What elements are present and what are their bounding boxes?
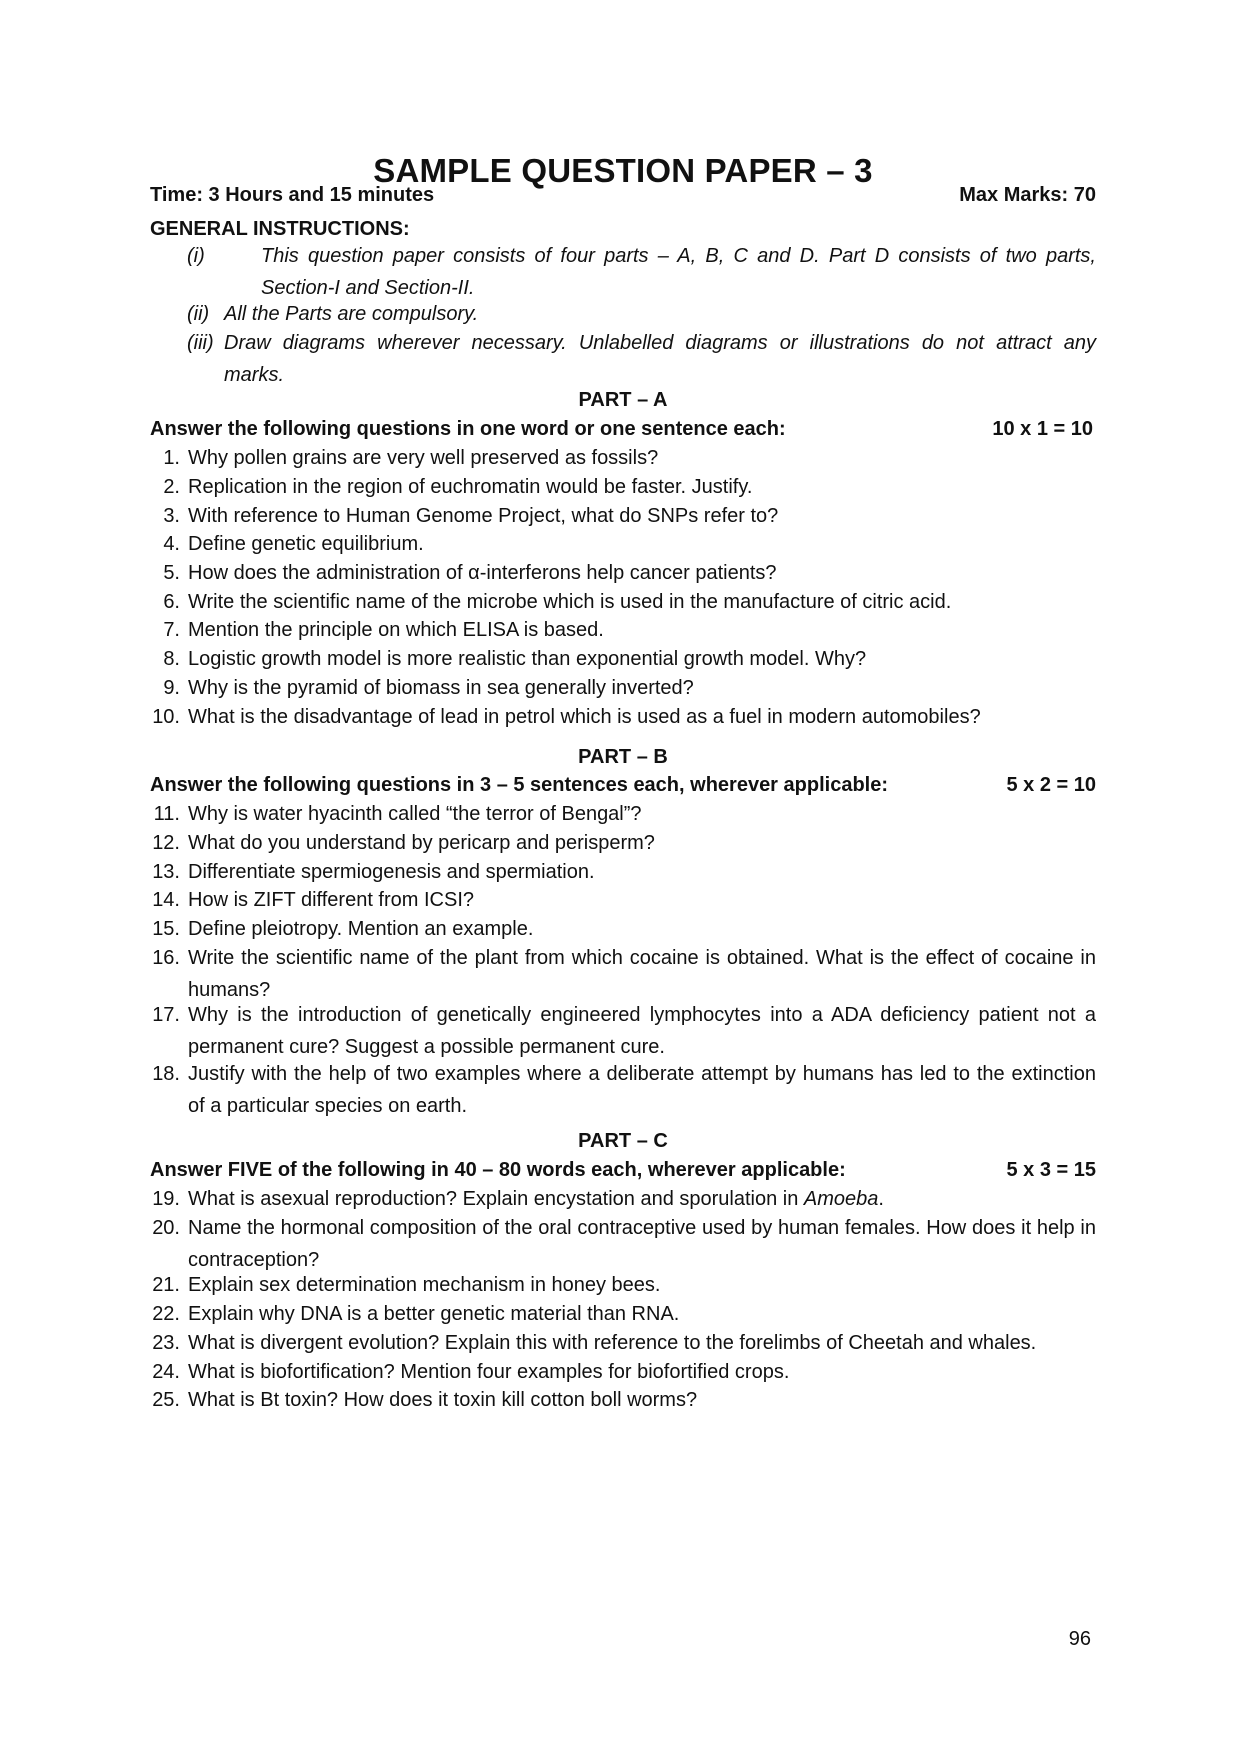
question-number: 17.	[152, 1004, 180, 1026]
question-text: Why is the introduction of genetically engineered lymphocytes into a ADA deficiency patient not a permanent cure? Suggest a possible permanent cure.	[188, 1004, 1096, 1058]
instruction-number: (i)	[187, 245, 205, 267]
question-text: Why pollen grains are very well preserved as fossils?	[188, 447, 659, 469]
part-c-heading: PART – C	[578, 1130, 668, 1152]
question-number: 2.	[163, 476, 180, 498]
part-b-marks: 5 x 2 = 10	[1006, 774, 1096, 796]
question-text: What is Bt toxin? How does it toxin kill cotton boll worms?	[188, 1389, 698, 1411]
question-text: What is divergent evolution? Explain this with reference to the forelimbs of Cheetah and whales.	[188, 1332, 1037, 1354]
question-text: What do you understand by pericarp and perisperm?	[188, 832, 655, 854]
question-text: Mention the principle on which ELISA is based.	[188, 619, 604, 641]
question-text-main: What is asexual reproduction? Explain encystation and sporulation in	[188, 1188, 804, 1210]
part-b-instruction: Answer the following questions in 3 – 5 sentences each, wherever applicable:	[150, 774, 888, 796]
instruction-line: Section-I and Section-II.	[261, 277, 475, 299]
instruction-text	[224, 327, 1096, 391]
question-text: Differentiate spermiogenesis and spermiation.	[188, 861, 595, 883]
part-a-marks: 10 x 1 = 10	[992, 418, 1093, 440]
question-number: 4.	[163, 533, 180, 555]
question-number: 23.	[152, 1332, 180, 1354]
instruction-line: Draw diagrams wherever necessary. Unlabelled diagrams or illustrations do not attract any	[224, 332, 1096, 354]
part-c-instruction-row	[150, 1154, 1096, 1186]
question-number: 8.	[163, 648, 180, 670]
question-text: How is ZIFT different from ICSI?	[188, 889, 475, 911]
question-text: With reference to Human Genome Project, what do SNPs refer to?	[188, 505, 779, 527]
instructions-heading: GENERAL INSTRUCTIONS:	[150, 218, 410, 240]
question-text: What is biofortification? Mention four examples for biofortified crops.	[188, 1361, 790, 1383]
question-number: 24.	[152, 1361, 180, 1383]
instruction-item	[187, 327, 1096, 391]
part-a-instruction: Answer the following questions in one word or one sentence each:	[150, 418, 786, 440]
question-number: 16.	[152, 947, 180, 969]
part-c-instruction: Answer FIVE of the following in 40 – 80 words each, wherever applicable:	[150, 1159, 846, 1181]
instruction-text	[261, 240, 1096, 304]
question-number: 1.	[163, 447, 180, 469]
question-text: Logistic growth model is more realistic than exponential growth model. Why?	[188, 648, 867, 670]
question-number: 12.	[152, 832, 180, 854]
question-number: 5.	[163, 562, 180, 584]
part-a-instruction-row	[150, 413, 1096, 445]
question-number: 19.	[152, 1188, 180, 1210]
question-number: 10.	[152, 706, 180, 728]
question-text: Define pleiotropy. Mention an example.	[188, 918, 534, 940]
question-number: 18.	[152, 1063, 180, 1085]
question-number: 22.	[152, 1303, 180, 1325]
instruction-number: (ii)	[187, 303, 210, 325]
question-text: Replication in the region of euchromatin would be faster. Justify.	[188, 476, 753, 498]
question-text	[188, 1183, 1096, 1215]
instruction-item	[187, 298, 1096, 330]
time-label: Time: 3 Hours and 15 minutes	[150, 184, 435, 206]
question-text: Write the scientific name of the microbe which is used in the manufacture of citric acid.	[188, 591, 952, 613]
question-number: 21.	[152, 1274, 180, 1296]
instruction-line: marks.	[224, 364, 284, 386]
question-number: 25.	[152, 1389, 180, 1411]
part-b-heading: PART – B	[578, 746, 668, 768]
page-number: 96	[1068, 1628, 1091, 1650]
question-text: Why is the pyramid of biomass in sea generally inverted?	[188, 677, 694, 699]
question-text: Define genetic equilibrium.	[188, 533, 424, 555]
question-number: 20.	[152, 1217, 180, 1239]
part-a-heading: PART – A	[578, 389, 668, 411]
question-number: 9.	[163, 677, 180, 699]
part-b-instruction-row	[150, 769, 1096, 801]
max-marks-label: Max Marks: 70	[959, 184, 1096, 206]
part-c-marks: 5 x 3 = 15	[1006, 1159, 1096, 1181]
time-marks-row	[150, 179, 1096, 211]
instruction-text: All the Parts are compulsory.	[224, 303, 479, 325]
page-title: SAMPLE QUESTION PAPER – 3	[373, 152, 873, 189]
question-number: 13.	[152, 861, 180, 883]
question-number: 15.	[152, 918, 180, 940]
question-text: Explain why DNA is a better genetic material than RNA.	[188, 1303, 680, 1325]
question-text: Explain sex determination mechanism in honey bees.	[188, 1274, 661, 1296]
question-number: 3.	[163, 505, 180, 527]
question-text: What is the disadvantage of lead in petrol which is used as a fuel in modern automobiles?	[188, 706, 981, 728]
instruction-number: (iii)	[187, 332, 214, 354]
question-text: Justify with the help of two examples where a deliberate attempt by humans has led to the extinction of a particular species on earth.	[188, 1063, 1096, 1117]
question-text: How does the administration of α-interferons help cancer patients?	[188, 562, 777, 584]
question-number: 6.	[163, 591, 180, 613]
question-number: 14.	[152, 889, 180, 911]
question-text: Write the scientific name of the plant from which cocaine is obtained. What is the effect of cocaine in humans?	[188, 947, 1096, 1001]
question-text-end: .	[878, 1188, 884, 1210]
question-number: 7.	[163, 619, 180, 641]
instruction-line: This question paper consists of four parts – A, B, C and D. Part D consists of two parts,	[261, 245, 1096, 267]
question-text: Why is water hyacinth called “the terror of Bengal”?	[188, 803, 642, 825]
instruction-item	[187, 240, 1096, 304]
question-number: 11.	[153, 803, 180, 825]
species-name: Amoeba	[803, 1188, 879, 1210]
question-text: Name the hormonal composition of the oral contraceptive used by human females. How does it help in contraception?	[188, 1217, 1096, 1271]
